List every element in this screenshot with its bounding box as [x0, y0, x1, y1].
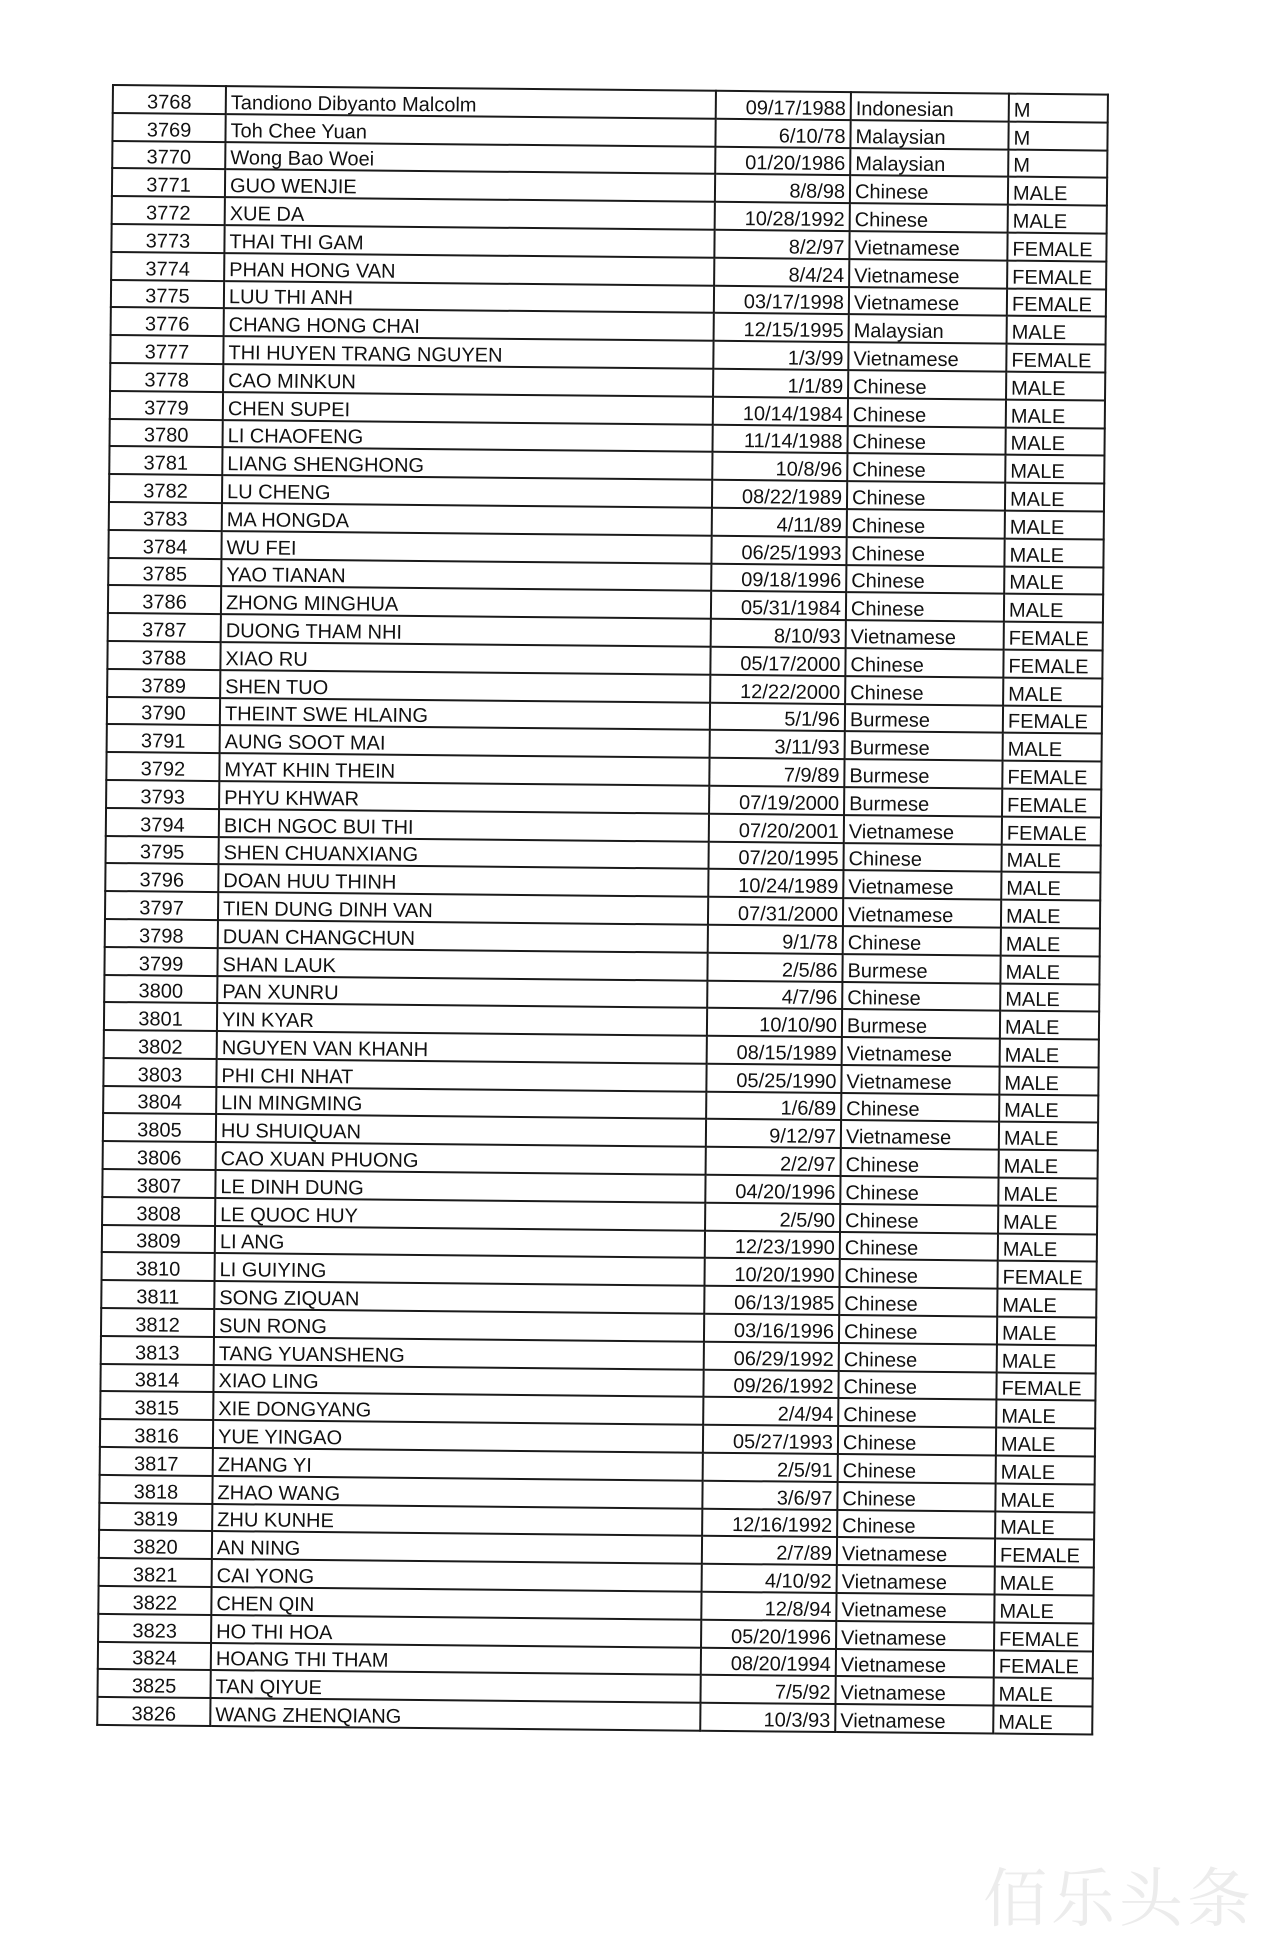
name-cell: YUE YINGAO: [213, 1420, 703, 1452]
id-cell: 3784: [108, 530, 221, 559]
id-cell: 3824: [98, 1642, 211, 1671]
sex-cell: MALE: [1000, 1011, 1099, 1040]
id-cell: 3768: [113, 85, 226, 114]
nationality-cell: Malaysian: [850, 148, 1008, 177]
nationality-cell: Vietnamese: [841, 1065, 999, 1094]
name-cell: ZHONG MINGHUA: [221, 586, 711, 618]
nationality-cell: Burmese: [842, 1009, 1000, 1038]
dob-cell: 6/10/78: [715, 119, 850, 148]
sex-cell: FEMALE: [1007, 288, 1106, 317]
dob-cell: 10/20/1990: [704, 1258, 839, 1287]
name-cell: AN NING: [212, 1531, 702, 1563]
nationality-cell: Burmese: [842, 954, 1000, 983]
dob-cell: 05/27/1993: [703, 1425, 838, 1454]
sex-cell: MALE: [1001, 844, 1100, 873]
sex-cell: M: [1008, 149, 1107, 178]
name-cell: HU SHUIQUAN: [216, 1115, 706, 1147]
roster-table-body: [97, 85, 1108, 1734]
dob-cell: 12/22/2000: [710, 675, 845, 704]
nationality-cell: Vietnamese: [849, 259, 1007, 288]
id-cell: 3781: [109, 446, 222, 475]
sex-cell: MALE: [993, 1678, 1092, 1707]
dob-cell: 3/11/93: [710, 730, 845, 759]
sex-cell: MALE: [998, 1205, 1097, 1234]
id-cell: 3805: [103, 1113, 216, 1142]
sex-cell: MALE: [997, 1317, 1096, 1346]
nationality-cell: Chinese: [843, 843, 1001, 872]
sex-cell: MALE: [1000, 983, 1099, 1012]
id-cell: 3785: [108, 558, 221, 587]
id-cell: 3774: [111, 252, 224, 281]
dob-cell: 09/18/1996: [711, 563, 846, 592]
id-cell: 3793: [106, 780, 219, 809]
id-cell: 3772: [112, 196, 225, 225]
dob-cell: 12/16/1992: [702, 1508, 837, 1537]
nationality-cell: Burmese: [844, 759, 1002, 788]
name-cell: WU FEI: [221, 531, 711, 563]
nationality-cell: Vietnamese: [849, 231, 1007, 260]
id-cell: 3783: [109, 502, 222, 531]
sex-cell: MALE: [996, 1456, 1095, 1485]
name-cell: DUONG THAM NHI: [221, 614, 711, 646]
id-cell: 3779: [110, 391, 223, 420]
name-cell: ZHANG YI: [213, 1448, 703, 1480]
id-cell: 3780: [110, 419, 223, 448]
id-cell: 3815: [100, 1391, 213, 1420]
nationality-cell: Chinese: [841, 1093, 999, 1122]
sex-cell: MALE: [999, 1122, 1098, 1151]
name-cell: NGUYEN VAN KHANH: [217, 1031, 707, 1063]
name-cell: PHYU KHWAR: [219, 781, 709, 813]
sex-cell: MALE: [998, 1178, 1097, 1207]
nationality-cell: Vietnamese: [836, 1621, 994, 1650]
name-cell: LU CHENG: [222, 475, 712, 507]
dob-cell: 8/8/98: [715, 174, 850, 203]
sex-cell: MALE: [994, 1595, 1093, 1624]
sex-cell: MALE: [1005, 483, 1104, 512]
id-cell: 3817: [100, 1447, 213, 1476]
id-cell: 3771: [112, 168, 225, 197]
dob-cell: 2/5/91: [703, 1453, 838, 1482]
sex-cell: FEMALE: [994, 1650, 1093, 1679]
watermark-logo: 佰乐头条: [983, 1863, 1255, 1937]
sex-cell: MALE: [995, 1483, 1094, 1512]
sex-cell: MALE: [1006, 399, 1105, 428]
nationality-cell: Chinese: [838, 1426, 996, 1455]
sex-cell: MALE: [1005, 511, 1104, 540]
sex-cell: MALE: [999, 1094, 1098, 1123]
nationality-cell: Chinese: [847, 509, 1005, 538]
dob-cell: 12/15/1995: [714, 313, 849, 342]
sex-cell: FEMALE: [1004, 622, 1103, 651]
name-cell: SHEN CHUANXIANG: [219, 837, 709, 869]
id-cell: 3809: [102, 1225, 215, 1254]
dob-cell: 01/20/1986: [715, 146, 850, 175]
sex-cell: FEMALE: [1002, 816, 1101, 845]
name-cell: LUU THI ANH: [224, 281, 714, 313]
roster-table: [96, 84, 1109, 1736]
sex-cell: MALE: [996, 1400, 1095, 1429]
id-cell: 3782: [109, 474, 222, 503]
dob-cell: 8/2/97: [714, 230, 849, 259]
id-cell: 3813: [101, 1336, 214, 1365]
nationality-cell: Chinese: [839, 1343, 997, 1372]
nationality-cell: Chinese: [847, 453, 1005, 482]
id-cell: 3808: [102, 1197, 215, 1226]
nationality-cell: Vietnamese: [843, 898, 1001, 927]
sex-cell: MALE: [1005, 455, 1104, 484]
dob-cell: 8/4/24: [714, 258, 849, 287]
name-cell: DUAN CHANGCHUN: [218, 920, 708, 952]
dob-cell: 10/8/96: [712, 452, 847, 481]
dob-cell: 08/15/1989: [707, 1036, 842, 1065]
nationality-cell: Chinese: [843, 926, 1001, 955]
name-cell: LI GUIYING: [215, 1254, 705, 1286]
sex-cell: FEMALE: [994, 1622, 1093, 1651]
nationality-cell: Vietnamese: [835, 1704, 993, 1733]
sex-cell: MALE: [1004, 566, 1103, 595]
id-cell: 3822: [98, 1586, 211, 1615]
nationality-cell: Chinese: [838, 1454, 996, 1483]
name-cell: HO THI HOA: [211, 1615, 701, 1647]
name-cell: HOANG THI THAM: [211, 1643, 701, 1675]
id-cell: 3826: [97, 1697, 210, 1726]
name-cell: SONG ZIQUAN: [214, 1281, 704, 1313]
sex-cell: M: [1008, 121, 1107, 150]
dob-cell: 1/3/99: [713, 341, 848, 370]
sex-cell: MALE: [997, 1289, 1096, 1318]
id-cell: 3806: [103, 1141, 216, 1170]
dob-cell: 12/23/1990: [705, 1230, 840, 1259]
id-cell: 3778: [110, 363, 223, 392]
nationality-cell: Chinese: [841, 1148, 999, 1177]
dob-cell: 05/17/2000: [710, 647, 845, 676]
dob-cell: 07/31/2000: [708, 897, 843, 926]
name-cell: MA HONGDA: [222, 503, 712, 535]
dob-cell: 2/4/94: [703, 1397, 838, 1426]
name-cell: THI HUYEN TRANG NGUYEN: [223, 336, 713, 368]
name-cell: THAI THI GAM: [224, 225, 714, 257]
name-cell: PAN XUNRU: [217, 976, 707, 1008]
sex-cell: MALE: [997, 1344, 1096, 1373]
dob-cell: 06/25/1993: [711, 536, 846, 565]
id-cell: 3775: [111, 280, 224, 309]
nationality-cell: Chinese: [850, 175, 1008, 204]
id-cell: 3823: [98, 1614, 211, 1643]
dob-cell: 9/12/97: [706, 1119, 841, 1148]
dob-cell: 10/28/1992: [715, 202, 850, 231]
sex-cell: MALE: [1001, 900, 1100, 929]
name-cell: ZHU KUNHE: [212, 1504, 702, 1536]
name-cell: MYAT KHIN THEIN: [219, 753, 709, 785]
nationality-cell: Burmese: [845, 704, 1003, 733]
name-cell: LE QUOC HUY: [215, 1198, 705, 1230]
dob-cell: 5/1/96: [710, 702, 845, 731]
name-cell: ZHAO WANG: [212, 1476, 702, 1508]
sex-cell: MALE: [1001, 927, 1100, 956]
dob-cell: 2/5/90: [705, 1203, 840, 1232]
id-cell: 3811: [101, 1280, 214, 1309]
sex-cell: FEMALE: [1003, 650, 1102, 679]
name-cell: BICH NGOC BUI THI: [219, 809, 709, 841]
id-cell: 3777: [110, 335, 223, 364]
name-cell: THEINT SWE HLAING: [220, 698, 710, 730]
id-cell: 3825: [98, 1669, 211, 1698]
id-cell: 3803: [103, 1058, 216, 1087]
nationality-cell: Chinese: [848, 398, 1006, 427]
id-cell: 3794: [106, 808, 219, 837]
id-cell: 3791: [107, 724, 220, 753]
id-cell: 3770: [112, 141, 225, 170]
name-cell: PHAN HONG VAN: [224, 253, 714, 285]
nationality-cell: Chinese: [840, 1204, 998, 1233]
id-cell: 3792: [106, 752, 219, 781]
id-cell: 3812: [101, 1308, 214, 1337]
nationality-cell: Vietnamese: [837, 1565, 995, 1594]
dob-cell: 8/10/93: [711, 619, 846, 648]
dob-cell: 7/5/92: [700, 1675, 835, 1704]
dob-cell: 08/20/1994: [701, 1647, 836, 1676]
name-cell: YIN KYAR: [217, 1003, 707, 1035]
sex-cell: MALE: [999, 1150, 1098, 1179]
dob-cell: 4/11/89: [712, 508, 847, 537]
nationality-cell: Chinese: [842, 982, 1000, 1011]
sex-cell: MALE: [1003, 733, 1102, 762]
id-cell: 3788: [107, 641, 220, 670]
dob-cell: 4/10/92: [702, 1564, 837, 1593]
dob-cell: 09/17/1988: [716, 91, 851, 120]
id-cell: 3776: [111, 307, 224, 336]
nationality-cell: Chinese: [847, 481, 1005, 510]
sex-cell: MALE: [1008, 205, 1107, 234]
name-cell: XIE DONGYANG: [213, 1392, 703, 1424]
nationality-cell: Chinese: [838, 1398, 996, 1427]
dob-cell: 10/14/1984: [713, 397, 848, 426]
id-cell: 3818: [99, 1475, 212, 1504]
sex-cell: FEMALE: [995, 1539, 1094, 1568]
name-cell: GUO WENJIE: [225, 169, 715, 201]
nationality-cell: Chinese: [839, 1260, 997, 1289]
name-cell: CHEN QIN: [211, 1587, 701, 1619]
sex-cell: MALE: [1000, 955, 1099, 984]
dob-cell: 03/16/1996: [704, 1314, 839, 1343]
sex-cell: FEMALE: [1007, 260, 1106, 289]
id-cell: 3807: [102, 1169, 215, 1198]
sex-cell: MALE: [999, 1066, 1098, 1095]
nationality-cell: Chinese: [840, 1176, 998, 1205]
nationality-cell: Chinese: [848, 370, 1006, 399]
dob-cell: 10/10/90: [707, 1008, 842, 1037]
dob-cell: 04/20/1996: [705, 1175, 840, 1204]
sex-cell: MALE: [996, 1428, 1095, 1457]
nationality-cell: Burmese: [845, 731, 1003, 760]
name-cell: AUNG SOOT MAI: [220, 725, 710, 757]
sex-cell: MALE: [995, 1567, 1094, 1596]
nationality-cell: Chinese: [838, 1371, 996, 1400]
nationality-cell: Indonesian: [851, 92, 1009, 121]
dob-cell: 2/2/97: [706, 1147, 841, 1176]
nationality-cell: Chinese: [837, 1482, 995, 1511]
name-cell: DOAN HUU THINH: [218, 864, 708, 896]
nationality-cell: Vietnamese: [842, 1037, 1000, 1066]
dob-cell: 12/8/94: [701, 1592, 836, 1621]
name-cell: TAN QIYUE: [211, 1670, 701, 1702]
sex-cell: FEMALE: [1002, 761, 1101, 790]
id-cell: 3790: [107, 697, 220, 726]
dob-cell: 07/19/2000: [709, 786, 844, 815]
dob-cell: 07/20/2001: [709, 813, 844, 842]
name-cell: LIN MINGMING: [216, 1087, 706, 1119]
id-cell: 3796: [105, 863, 218, 892]
nationality-cell: Vietnamese: [841, 1121, 999, 1150]
id-cell: 3801: [104, 1002, 217, 1031]
nationality-cell: Malaysian: [850, 120, 1008, 149]
nationality-cell: Chinese: [845, 676, 1003, 705]
name-cell: Wong Bao Woei: [225, 142, 715, 174]
sex-cell: FEMALE: [997, 1261, 1096, 1290]
nationality-cell: Vietnamese: [844, 815, 1002, 844]
sex-cell: MALE: [1000, 1039, 1099, 1068]
sex-cell: MALE: [995, 1511, 1094, 1540]
dob-cell: 4/7/96: [707, 980, 842, 1009]
nationality-cell: Chinese: [850, 203, 1008, 232]
name-cell: LI ANG: [215, 1226, 705, 1258]
sex-cell: MALE: [1004, 594, 1103, 623]
name-cell: TANG YUANSHENG: [214, 1337, 704, 1369]
dob-cell: 07/20/1995: [708, 841, 843, 870]
id-cell: 3795: [106, 835, 219, 864]
nationality-cell: Chinese: [839, 1315, 997, 1344]
sex-cell: FEMALE: [1003, 705, 1102, 734]
id-cell: 3816: [100, 1419, 213, 1448]
dob-cell: 05/25/1990: [706, 1064, 841, 1093]
sex-cell: FEMALE: [1002, 789, 1101, 818]
dob-cell: 06/29/1992: [704, 1342, 839, 1371]
nationality-cell: Chinese: [837, 1510, 995, 1539]
name-cell: LE DINH DUNG: [215, 1170, 705, 1202]
name-cell: YAO TIANAN: [221, 559, 711, 591]
name-cell: CHEN SUPEI: [223, 392, 713, 424]
nationality-cell: Malaysian: [849, 314, 1007, 343]
name-cell: SHEN TUO: [220, 670, 710, 702]
dob-cell: 05/20/1996: [701, 1620, 836, 1649]
id-cell: 3797: [105, 891, 218, 920]
dob-cell: 08/22/1989: [712, 480, 847, 509]
nationality-cell: Vietnamese: [835, 1676, 993, 1705]
id-cell: 3786: [108, 585, 221, 614]
dob-cell: 03/17/1998: [714, 285, 849, 314]
name-cell: CAO MINKUN: [223, 364, 713, 396]
nationality-cell: Vietnamese: [848, 342, 1006, 371]
nationality-cell: Burmese: [844, 787, 1002, 816]
dob-cell: 1/6/89: [706, 1091, 841, 1120]
scanned-sheet: [96, 84, 1109, 1736]
sex-cell: MALE: [1003, 677, 1102, 706]
name-cell: LI CHAOFENG: [223, 420, 713, 452]
name-cell: CAO XUAN PHUONG: [216, 1142, 706, 1174]
nationality-cell: Vietnamese: [836, 1593, 994, 1622]
id-cell: 3802: [104, 1030, 217, 1059]
sex-cell: FEMALE: [1007, 233, 1106, 262]
id-cell: 3800: [104, 974, 217, 1003]
name-cell: XIAO RU: [220, 642, 710, 674]
sex-cell: M: [1009, 94, 1108, 123]
name-cell: LIANG SHENGHONG: [222, 447, 712, 479]
id-cell: 3821: [99, 1558, 212, 1587]
dob-cell: 1/1/89: [713, 369, 848, 398]
sex-cell: FEMALE: [1006, 344, 1105, 373]
id-cell: 3820: [99, 1530, 212, 1559]
id-cell: 3814: [100, 1364, 213, 1393]
id-cell: 3799: [104, 947, 217, 976]
name-cell: XIAO LING: [213, 1365, 703, 1397]
name-cell: TIEN DUNG DINH VAN: [218, 892, 708, 924]
sex-cell: MALE: [998, 1233, 1097, 1262]
name-cell: SUN RONG: [214, 1309, 704, 1341]
sex-cell: FEMALE: [996, 1372, 1095, 1401]
nationality-cell: Chinese: [845, 648, 1003, 677]
nationality-cell: Vietnamese: [843, 870, 1001, 899]
name-cell: SHAN LAUK: [217, 948, 707, 980]
nationality-cell: Vietnamese: [836, 1649, 994, 1678]
dob-cell: 2/5/86: [707, 952, 842, 981]
id-cell: 3769: [112, 113, 225, 142]
id-cell: 3789: [107, 669, 220, 698]
nationality-cell: Vietnamese: [846, 620, 1004, 649]
id-cell: 3819: [99, 1503, 212, 1532]
sex-cell: MALE: [1004, 538, 1103, 567]
dob-cell: 05/31/1984: [711, 591, 846, 620]
id-cell: 3810: [102, 1252, 215, 1281]
sex-cell: MALE: [1005, 427, 1104, 456]
name-cell: CHANG HONG CHAI: [224, 308, 714, 340]
nationality-cell: Chinese: [846, 565, 1004, 594]
sex-cell: MALE: [1008, 177, 1107, 206]
dob-cell: 10/24/1989: [708, 869, 843, 898]
dob-cell: 2/7/89: [702, 1536, 837, 1565]
sex-cell: MALE: [993, 1706, 1092, 1735]
id-cell: 3798: [105, 919, 218, 948]
sex-cell: MALE: [1001, 872, 1100, 901]
nationality-cell: Chinese: [846, 592, 1004, 621]
nationality-cell: Chinese: [839, 1287, 997, 1316]
name-cell: Toh Chee Yuan: [225, 114, 715, 146]
sex-cell: MALE: [1007, 316, 1106, 345]
id-cell: 3773: [111, 224, 224, 253]
dob-cell: 11/14/1988: [712, 424, 847, 453]
nationality-cell: Vietnamese: [837, 1537, 995, 1566]
name-cell: XUE DA: [225, 197, 715, 229]
nationality-cell: Chinese: [840, 1232, 998, 1261]
sex-cell: MALE: [1006, 372, 1105, 401]
name-cell: CAI YONG: [212, 1559, 702, 1591]
nationality-cell: Chinese: [846, 537, 1004, 566]
nationality-cell: Vietnamese: [849, 287, 1007, 316]
name-cell: PHI CHI NHAT: [216, 1059, 706, 1091]
id-cell: 3787: [108, 613, 221, 642]
dob-cell: 9/1/78: [708, 925, 843, 954]
dob-cell: 10/3/93: [700, 1703, 835, 1732]
dob-cell: 06/13/1985: [704, 1286, 839, 1315]
dob-cell: 09/26/1992: [703, 1369, 838, 1398]
name-cell: WANG ZHENQIANG: [210, 1698, 700, 1730]
dob-cell: 7/9/89: [709, 758, 844, 787]
id-cell: 3804: [103, 1086, 216, 1115]
name-cell: Tandiono Dibyanto Malcolm: [226, 86, 716, 118]
dob-cell: 3/6/97: [702, 1481, 837, 1510]
nationality-cell: Chinese: [847, 426, 1005, 455]
